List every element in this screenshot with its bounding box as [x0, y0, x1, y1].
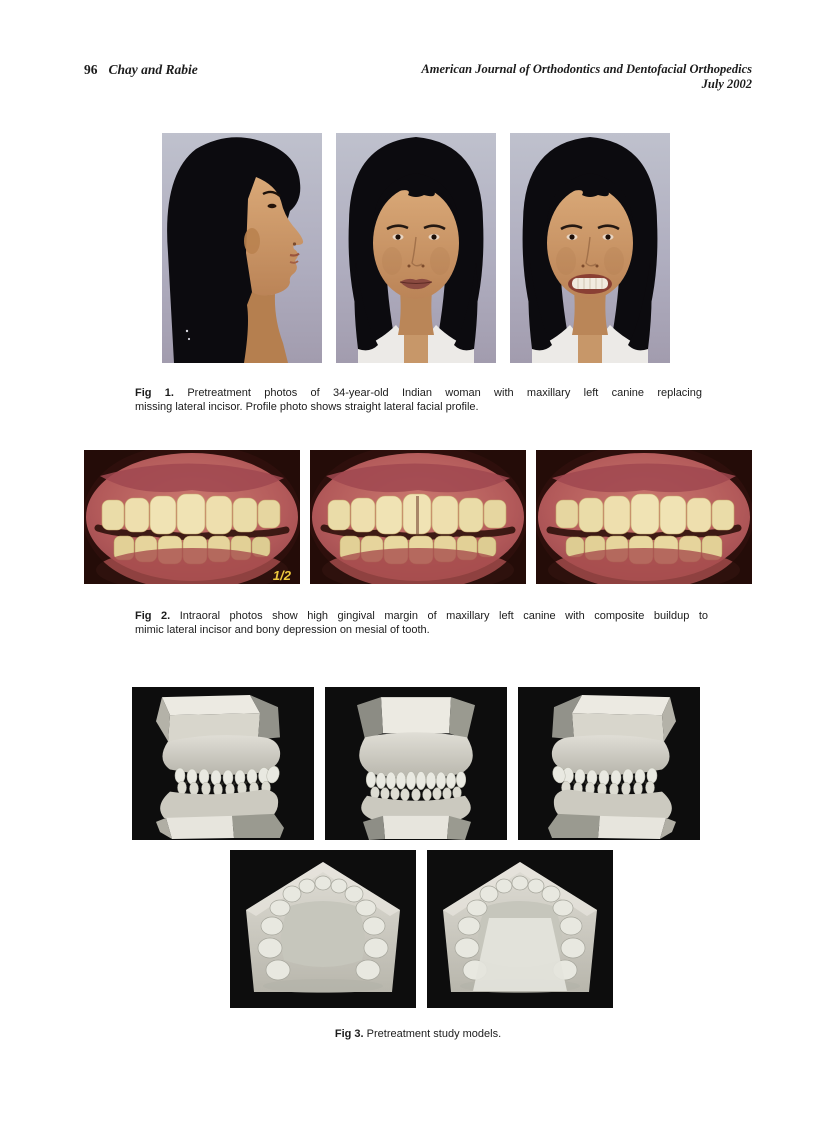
fig2-left-intraoral-photo: [536, 450, 752, 584]
journal-title: American Journal of Orthodontics and Dentofacial Orthopedics: [421, 62, 752, 76]
fig2-photo-row: [84, 450, 752, 584]
fig3-label: Fig 3.: [334, 1028, 364, 1040]
fig3-caption-text: Pretreatment study models.: [366, 1028, 502, 1040]
photo-scale-marker: 1/2: [272, 568, 291, 583]
fig1-smiling-photo: [510, 133, 670, 363]
fig3-caption: [0, 1027, 836, 1041]
fig2-frontal-intraoral-photo: [310, 450, 526, 584]
journal-issue: July 2002: [701, 77, 752, 91]
running-authors: Chay and Rabie: [108, 62, 198, 77]
fig1-caption: [135, 386, 702, 414]
page-header: [84, 62, 752, 92]
fig2-label: Fig 2.: [135, 610, 171, 622]
fig3-frontal-model-photo: [325, 687, 507, 840]
fig1-profile-photo: [162, 133, 322, 363]
running-head-right: [421, 62, 752, 92]
fig3-right-lateral-model-photo: [132, 687, 314, 840]
fig1-caption-line2: missing lateral incisor. Profile photo shows straight lateral facial profile.: [135, 401, 479, 413]
running-head-left: [84, 62, 198, 78]
fig2-caption-line1: Intraoral photos show high gingival margin of maxillary left canine with composite buildup to: [179, 610, 708, 622]
smile-shape: [568, 274, 612, 294]
fig2-right-intraoral-photo: [84, 450, 300, 584]
fig1-caption-line1: Pretreatment photos of 34-year-old Indian woman with maxillary left canine replacing: [187, 387, 702, 399]
fig3-maxillary-occlusal-photo: [230, 850, 416, 1008]
fig3-bottom-row: [230, 850, 613, 1008]
fig1-frontal-photo: [336, 133, 496, 363]
fig3-mandibular-occlusal-photo: [427, 850, 613, 1008]
fig3-top-row: [132, 687, 700, 840]
fig3-left-lateral-model-photo: [518, 687, 700, 840]
fig2-caption: [135, 609, 708, 637]
fig2-caption-line2: mimic lateral incisor and bony depression on mesial of tooth.: [135, 624, 430, 636]
fig1-photo-row: [162, 133, 670, 363]
page-number: 96: [84, 62, 98, 77]
fig1-label: Fig 1.: [135, 387, 174, 399]
